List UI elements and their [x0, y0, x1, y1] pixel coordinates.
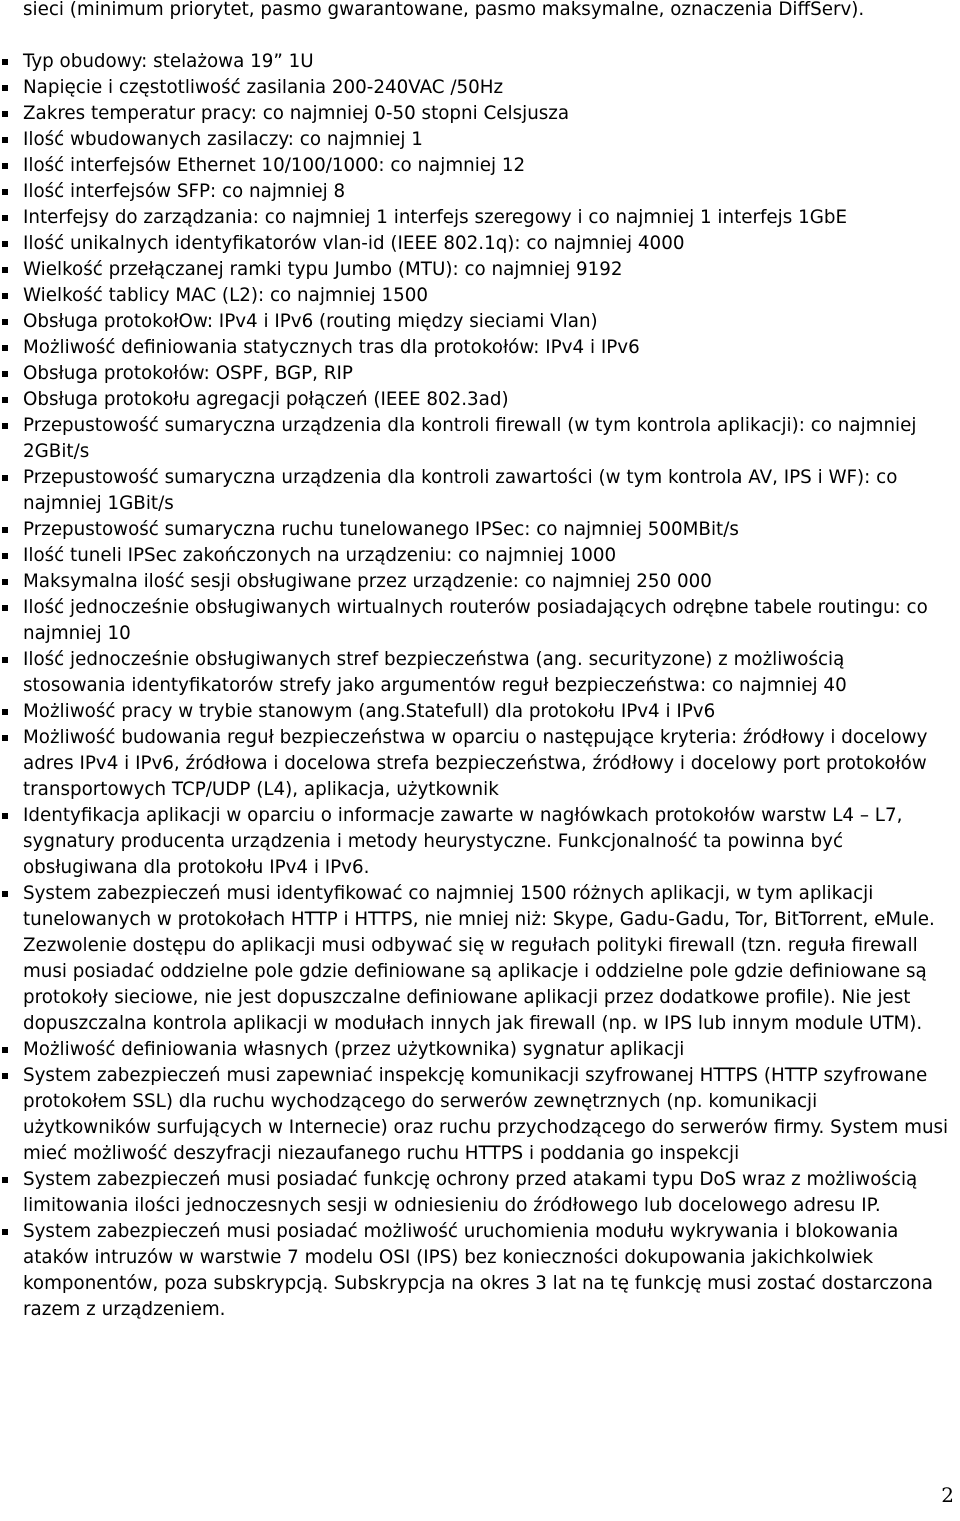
- specification-list: [0, 49, 950, 1323]
- list-item: Możliwość definiowania własnych (przez użytkownika) sygnatur aplikacji: [0, 1037, 950, 1063]
- list-item: Zakres temperatur pracy: co najmniej 0-50 stopni Celsjusza: [0, 101, 950, 127]
- list-item: Możliwość definiowania statycznych tras dla protokołów: IPv4 i IPv6: [0, 335, 950, 361]
- list-item: Obsługa protokołOw: IPv4 i IPv6 (routing między sieciami Vlan): [0, 309, 950, 335]
- list-item: Ilość unikalnych identyfikatorów vlan-id (IEEE 802.1q): co najmniej 4000: [0, 231, 950, 257]
- list-item: Przepustowość sumaryczna urządzenia dla kontroli firewall (w tym kontrola aplikacji): co najmniej 2GBit/s: [0, 413, 950, 465]
- list-item: System zabezpieczeń musi posiadać funkcję ochrony przed atakami typu DoS wraz z możliwością limitowania ilości jednoczesnych sesji w odniesieniu do źródłowego lub docelowego adresu IP.: [0, 1167, 950, 1219]
- list-item: Ilość jednocześnie obsługiwanych stref bezpieczeństwa (ang. securityzone) z możliwością stosowania identyfikatorów strefy jako argumentów reguł bezpieczeństwa: co najmniej 40: [0, 647, 950, 699]
- list-item: Identyfikacja aplikacji w oparciu o informacje zawarte w nagłówkach protokołów warstw L4 – L7, sygnatury producenta urządzenia i metody heurystyczne. Funkcjonalność ta powinna być obsługiwana dla protokołu IPv4 i IPv6.: [0, 803, 950, 881]
- list-item: Ilość jednocześnie obsługiwanych wirtualnych routerów posiadających odrębne tabele routingu: co najmniej 10: [0, 595, 950, 647]
- list-item: System zabezpieczeń musi posiadać możliwość uruchomienia modułu wykrywania i blokowania ataków intruzów w warstwie 7 modelu OSI (IPS) bez konieczności dokupowania jakichkolwiek komponentów, poza subskrypcją. Subskrypcja na okres 3 lat na tę funkcję musi zostać dostarczona razem z urządzeniem.: [0, 1219, 950, 1323]
- list-item: Napięcie i częstotliwość zasilania 200-240VAC /50Hz: [0, 75, 950, 101]
- list-item: Ilość wbudowanych zasilaczy: co najmniej 1: [0, 127, 950, 153]
- list-item: Interfejsy do zarządzania: co najmniej 1 interfejs szeregowy i co najmniej 1 interfejs 1GbE: [0, 205, 950, 231]
- list-item: Możliwość pracy w trybie stanowym (ang.Statefull) dla protokołu IPv4 i IPv6: [0, 699, 950, 725]
- list-item: Możliwość budowania reguł bezpieczeństwa w oparciu o następujące kryteria: źródłowy i docelowy adres IPv4 i IPv6, źródłowa i docelowa strefa bezpieczeństwa, źródłowy i docelowy port protokołów transportowych TCP/UDP (L4), aplikacja, użytkownik: [0, 725, 950, 803]
- intro-continuation-text: sieci (minimum priorytet, pasmo gwarantowane, pasmo maksymalne, oznaczenia DiffServ).: [23, 0, 865, 20]
- list-item: System zabezpieczeń musi zapewniać inspekcję komunikacji szyfrowanej HTTPS (HTTP szyfrowane protokołem SSL) dla ruchu wychodzącego do serwerów zewnętrznych (np. komunikacji użytkowników surfujących w Internecie) oraz ruchu przychodzącego do serwerów firmy. System musi mieć możliwość deszyfracji niezaufanego ruchu HTTPS i poddania go inspekcji: [0, 1063, 950, 1167]
- list-item: Maksymalna ilość sesji obsługiwane przez urządzenie: co najmniej 250 000: [0, 569, 950, 595]
- list-item: Wielkość tablicy MAC (L2): co najmniej 1500: [0, 283, 950, 309]
- list-item: Ilość interfejsów Ethernet 10/100/1000: co najmniej 12: [0, 153, 950, 179]
- list-item: Ilość tuneli IPSec zakończonych na urządzeniu: co najmniej 1000: [0, 543, 950, 569]
- list-item: Przepustowość sumaryczna ruchu tunelowanego IPSec: co najmniej 500MBit/s: [0, 517, 950, 543]
- list-item: Wielkość przełączanej ramki typu Jumbo (MTU): co najmniej 9192: [0, 257, 950, 283]
- list-item: Przepustowość sumaryczna urządzenia dla kontroli zawartości (w tym kontrola AV, IPS i WF): co najmniej 1GBit/s: [0, 465, 950, 517]
- list-item: Obsługa protokołu agregacji połączeń (IEEE 802.3ad): [0, 387, 950, 413]
- list-item: Obsługa protokołów: OSPF, BGP, RIP: [0, 361, 950, 387]
- list-item: System zabezpieczeń musi identyfikować co najmniej 1500 różnych aplikacji, w tym aplikacji tunelowanych w protokołach HTTP i HTTPS, nie mniej niż: Skype, Gadu-Gadu, Tor, BitTorrent, eMule. Zezwolenie dostępu do aplikacji musi odbywać się w regułach polityki firewall (tzn. reguła firewall musi posiadać oddzielne pole gdzie definiowane są aplikacje i oddzielne pole gdzie definiowane są protokoły sieciowe, nie jest dopuszczalne definiowane aplikacji przez dodatkowe profile). Nie jest dopuszczalna kontrola aplikacji w modułach innych jak firewall (np. w IPS lub innym module UTM).: [0, 881, 950, 1037]
- page-number: 2: [941, 1483, 954, 1507]
- list-item: Ilość interfejsów SFP: co najmniej 8: [0, 179, 950, 205]
- list-item: Typ obudowy: stelażowa 19” 1U: [0, 49, 950, 75]
